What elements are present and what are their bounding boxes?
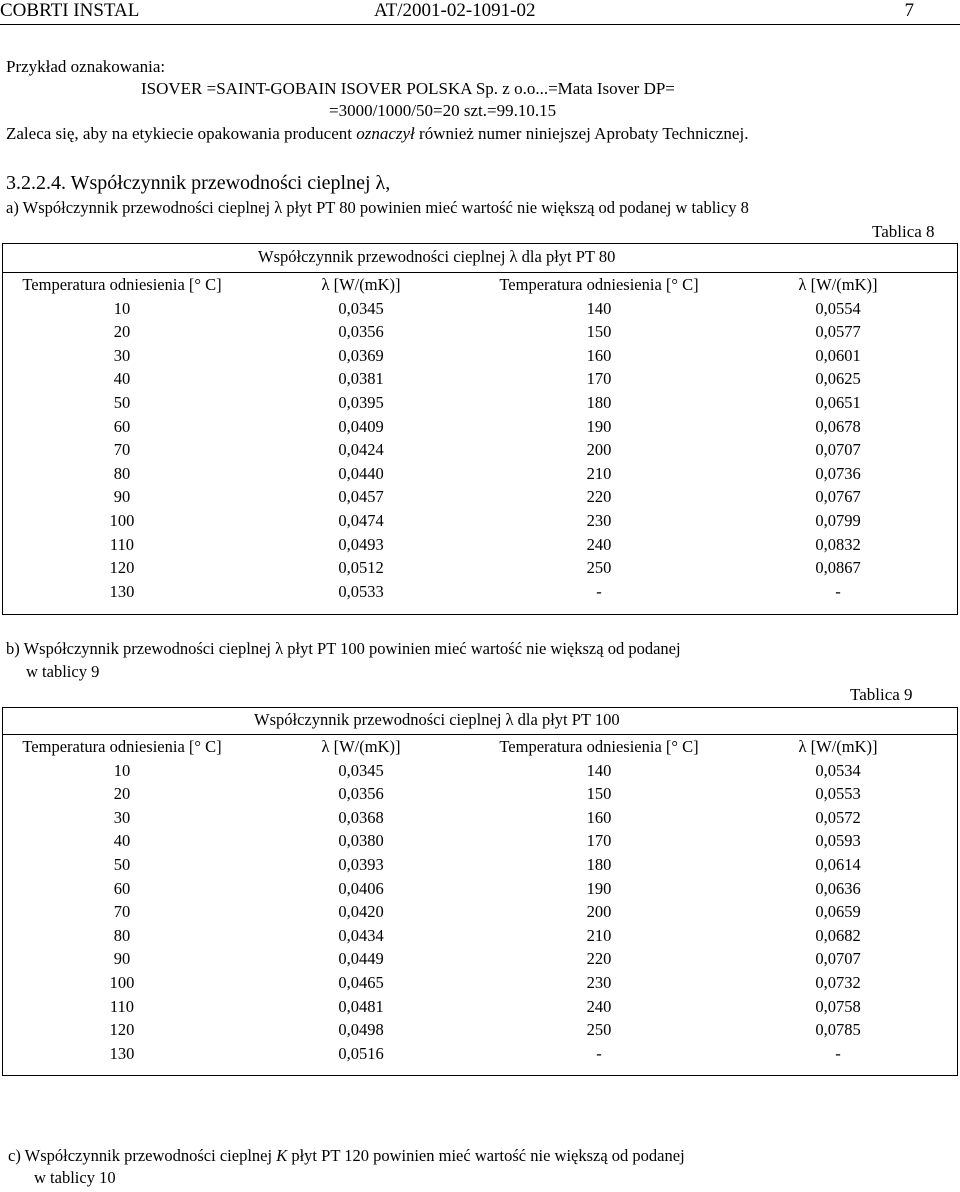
table-cell: 0,0393: [338, 855, 384, 874]
table-row: [2, 947, 958, 971]
table-cell: 120: [109, 558, 135, 578]
section-title: 3.2.2.4. Współczynnik przewodności cieplnej λ,: [6, 172, 391, 194]
example-line-1: ISOVER =SAINT-GOBAIN ISOVER POLSKA Sp. z o.o...=Mata Isover DP=: [141, 79, 675, 98]
table-cell: 200: [586, 902, 612, 922]
table-cell: 40: [113, 369, 131, 389]
table-cell: 0,0867: [815, 558, 861, 578]
table-row: [2, 391, 958, 415]
table-cell: 140: [586, 298, 612, 318]
table-cell: 0,0707: [815, 949, 861, 969]
recommendation-part-2: również numer niniejszej Aprobaty Technicznej.: [414, 124, 749, 143]
table-cell: 190: [586, 878, 612, 898]
table-row: [2, 438, 958, 462]
table-row: [2, 782, 958, 806]
table-cell: 0,0832: [815, 534, 861, 554]
table-row: [2, 509, 958, 533]
table-cell: 80: [113, 463, 131, 483]
paragraph-b-line-1: b) Współczynnik przewodności cieplnej λ płyt PT 100 powinien mieć wartość nie większą od podanej: [6, 639, 681, 658]
table-cell: 0,0678: [815, 416, 861, 436]
table-cell: 180: [586, 393, 612, 412]
table-8-caption: Współczynnik przewodności cieplnej λ dla płyt PT 80: [258, 247, 616, 266]
table-cell: 0,0449: [338, 949, 384, 969]
paragraph-b-line-2: w tablicy 9: [26, 662, 100, 681]
table-row: [2, 580, 958, 604]
table-row: [2, 806, 958, 830]
table-cell: 110: [109, 996, 135, 1016]
recommendation-text: [6, 124, 748, 144]
table-cell: 170: [586, 369, 612, 389]
table-cell: 210: [586, 463, 612, 483]
table-cell: 220: [586, 949, 612, 969]
table-cell: 0,0424: [338, 440, 384, 460]
paragraph-c-italic-symbol: K: [276, 1146, 288, 1165]
table-cell: 0,0356: [338, 322, 384, 342]
table-cell: 0,0369: [338, 345, 384, 365]
table-cell: 0,0651: [815, 393, 861, 412]
table-cell: 30: [113, 807, 131, 827]
table-cell: 100: [109, 511, 135, 530]
table-cell: 50: [113, 393, 131, 412]
table-row: [2, 320, 958, 344]
table-cell: 40: [113, 831, 131, 851]
table-cell: 80: [113, 925, 131, 945]
table-cell: 0,0659: [815, 902, 861, 922]
table-row: [2, 924, 958, 948]
table-cell: 250: [586, 1020, 612, 1040]
table-row: [2, 1042, 958, 1066]
table-cell: 0,0593: [815, 831, 861, 851]
table-row: [2, 556, 958, 580]
table-cell: 0,0554: [815, 298, 861, 318]
table-cell: -: [835, 1043, 841, 1063]
table-cell: 0,0577: [815, 322, 861, 342]
table-cell: 0,0799: [815, 511, 861, 530]
table-cell: 240: [586, 534, 612, 554]
table-cell: 200: [586, 440, 612, 460]
table-cell: 230: [586, 511, 612, 530]
table-cell: 230: [586, 973, 612, 992]
table-row: [2, 462, 958, 486]
table-cell: 0,0493: [338, 534, 384, 554]
table-row: [2, 829, 958, 853]
paragraph-c-part-2: płyt PT 120 powinien mieć wartość nie większą od podanej: [287, 1146, 685, 1165]
table-cell: 110: [109, 534, 135, 554]
table-row: [2, 367, 958, 391]
table-cell: 130: [109, 1043, 135, 1063]
table-cell: 0,0440: [338, 463, 384, 483]
table-9-label: Tablica 9: [850, 685, 913, 704]
paragraph-c-part-1: c) Współczynnik przewodności cieplnej: [8, 1146, 277, 1165]
table-cell: 20: [113, 784, 131, 804]
table-cell: 0,0736: [815, 463, 861, 483]
table-cell: -: [596, 581, 602, 601]
table-cell: -: [596, 1043, 602, 1063]
table-cell: 240: [586, 996, 612, 1016]
table-cell: 90: [113, 949, 131, 969]
example-heading: Przykład oznakowania:: [6, 57, 166, 76]
table-cell: 20: [113, 322, 131, 342]
table-cell: 0,0481: [338, 996, 384, 1016]
table-cell: 220: [586, 487, 612, 507]
table-cell: 0,0368: [338, 807, 384, 827]
table-cell: 0,0758: [815, 996, 861, 1016]
table-cell: 0,0345: [338, 298, 384, 318]
table-cell: 0,0732: [815, 973, 861, 992]
paragraph-c-line-2: w tablicy 10: [34, 1168, 116, 1187]
table-cell: 50: [113, 855, 131, 874]
table-cell: 0,0406: [338, 878, 384, 898]
table-cell: 0,0534: [815, 760, 861, 780]
table-row: [2, 485, 958, 509]
table-cell: 10: [113, 298, 131, 318]
table-row: [2, 415, 958, 439]
table-cell: 0,0601: [815, 345, 861, 365]
table-row: [2, 344, 958, 368]
table-cell: 120: [109, 1020, 135, 1040]
header-page-number: 7: [904, 0, 914, 21]
table-row: [2, 533, 958, 557]
table-cell: 140: [586, 760, 612, 780]
table-row: [2, 297, 958, 321]
table-cell: 0,0409: [338, 416, 384, 436]
table-cell: 150: [586, 322, 612, 342]
table-header-cell: Temperatura odniesienia [° C]: [22, 737, 222, 756]
table-row: [2, 877, 958, 901]
paragraph-a: a) Współczynnik przewodności cieplnej λ płyt PT 80 powinien mieć wartość nie większą od podanej w tablicy 8: [6, 198, 749, 217]
table-cell: 10: [113, 760, 131, 780]
table-cell: 0,0380: [338, 831, 384, 851]
table-header-row: [2, 273, 958, 297]
table-cell: 0,0420: [338, 902, 384, 922]
table-cell: 190: [586, 416, 612, 436]
table-cell: 90: [113, 487, 131, 507]
table-header-cell: λ [W/(mK)]: [798, 275, 878, 294]
table-cell: 160: [586, 345, 612, 365]
table-cell: 180: [586, 855, 612, 874]
page-header: [0, 0, 960, 25]
table-cell: 60: [113, 416, 131, 436]
table-row: [2, 1018, 958, 1042]
table-cell: 70: [113, 902, 131, 922]
table-8-label: Tablica 8: [872, 222, 935, 241]
table-header-cell: Temperatura odniesienia [° C]: [22, 275, 222, 294]
table-header-cell: λ [W/(mK)]: [321, 737, 401, 756]
table-cell: 0,0498: [338, 1020, 384, 1040]
example-line-2: =3000/1000/50=20 szt.=99.10.15: [329, 101, 557, 120]
table-row: [2, 971, 958, 995]
table-cell: 60: [113, 878, 131, 898]
table-cell: 160: [586, 807, 612, 827]
table-cell: 0,0465: [338, 973, 384, 992]
table-row: [2, 900, 958, 924]
table-cell: 0,0356: [338, 784, 384, 804]
table-header-cell: λ [W/(mK)]: [798, 737, 878, 756]
table-cell: 30: [113, 345, 131, 365]
table-cell: 0,0553: [815, 784, 861, 804]
table-row: [2, 995, 958, 1019]
paragraph-c-line-1: [8, 1146, 685, 1166]
table-cell: 0,0625: [815, 369, 861, 389]
table-cell: 130: [109, 581, 135, 601]
table-cell: 0,0434: [338, 925, 384, 945]
header-document-number: AT/2001-02-1091-02: [374, 0, 536, 21]
table-cell: 250: [586, 558, 612, 578]
table-cell: 100: [109, 973, 135, 992]
table-header-cell: λ [W/(mK)]: [321, 275, 401, 294]
table-cell: 0,0516: [338, 1043, 384, 1063]
table-header-row: [2, 735, 958, 759]
table-cell: 0,0345: [338, 760, 384, 780]
table-cell: 150: [586, 784, 612, 804]
table-header-cell: Temperatura odniesienia [° C]: [499, 275, 699, 294]
table-cell: 0,0457: [338, 487, 384, 507]
table-cell: 0,0474: [338, 511, 384, 530]
table-cell: 210: [586, 925, 612, 945]
table-9-caption: Współczynnik przewodności cieplnej λ dla płyt PT 100: [254, 710, 620, 729]
table-header-cell: Temperatura odniesienia [° C]: [499, 737, 699, 756]
table-cell: 0,0636: [815, 878, 861, 898]
table-cell: 0,0614: [815, 855, 861, 874]
table-cell: -: [835, 581, 841, 601]
table-cell: 0,0381: [338, 369, 384, 389]
table-cell: 0,0533: [338, 581, 384, 601]
table-cell: 0,0572: [815, 807, 861, 827]
header-company: COBRTI INSTAL: [0, 0, 140, 21]
table-cell: 0,0512: [338, 558, 384, 578]
table-cell: 0,0785: [815, 1020, 861, 1040]
table-cell: 0,0767: [815, 487, 861, 507]
recommendation-part-1: Zaleca się, aby na etykiecie opakowania producent: [6, 124, 357, 143]
table-cell: 0,0682: [815, 925, 861, 945]
table-cell: 170: [586, 831, 612, 851]
table-cell: 0,0395: [338, 393, 384, 412]
table-cell: 0,0707: [815, 440, 861, 460]
table-cell: 70: [113, 440, 131, 460]
table-row: [2, 759, 958, 783]
table-row: [2, 853, 958, 877]
recommendation-italic-word: oznaczył: [356, 124, 415, 143]
